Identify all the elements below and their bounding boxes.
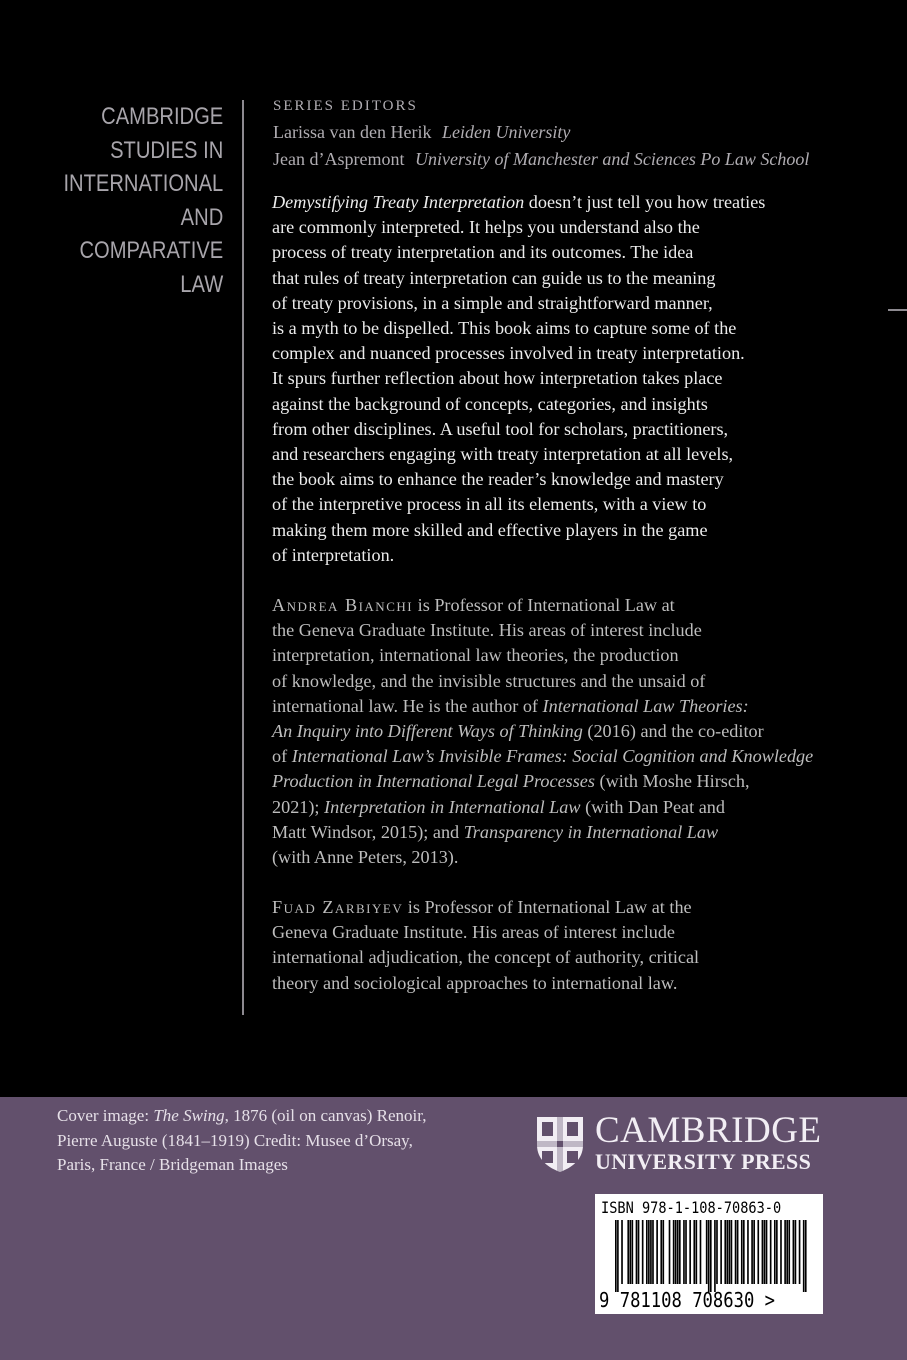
barcode-bar <box>737 1220 739 1284</box>
barcode-bar <box>788 1220 790 1284</box>
editor-affiliation: Leiden University <box>441 122 571 142</box>
barcode-bar <box>776 1220 778 1284</box>
barcode-bar <box>650 1220 652 1284</box>
barcode-bar <box>673 1220 675 1284</box>
text-line <box>272 945 699 970</box>
barcode-bar <box>632 1220 634 1284</box>
barcode-bar <box>689 1220 691 1284</box>
barcode-bar <box>642 1220 644 1284</box>
text-segment: are commonly interpreted. It helps you understand also the <box>272 217 700 238</box>
text-line <box>272 341 765 366</box>
barcode-bar <box>683 1220 685 1284</box>
text-line <box>272 769 813 794</box>
text-line <box>272 719 813 744</box>
text-line <box>272 366 765 391</box>
text-segment: the Geneva Graduate Institute. His areas of interest include <box>272 620 702 641</box>
barcode-bar <box>617 1220 619 1292</box>
barcode-bar <box>795 1220 797 1284</box>
barcode-bar <box>648 1220 650 1284</box>
text-segment: of <box>272 746 292 767</box>
text-line <box>272 392 765 417</box>
text-segment: (2016) and the co-editor <box>582 721 764 742</box>
vertical-divider <box>242 100 244 1015</box>
editor-name: Larissa van den Herik <box>273 122 432 142</box>
text-segment: from other disciplines. A useful tool for scholars, practitioners, <box>272 418 729 439</box>
text-line <box>272 820 813 845</box>
barcode-bar <box>762 1220 764 1284</box>
barcode-bar <box>710 1220 712 1292</box>
isbn-barcode <box>595 1194 823 1314</box>
barcode-bar <box>677 1220 679 1284</box>
barcode-bar <box>720 1220 722 1284</box>
text-segment: Interpretation in International Law <box>324 796 581 817</box>
barcode-bar <box>662 1220 664 1284</box>
series-title <box>63 100 223 301</box>
barcode-bar <box>724 1220 726 1284</box>
editor-row <box>273 119 809 146</box>
text-segment: process of treaty interpretation and its outcomes. The idea <box>272 242 694 263</box>
text-line <box>57 1104 426 1129</box>
text-segment: (with Moshe Hirsch, <box>594 771 750 792</box>
barcode-bar <box>799 1220 801 1284</box>
barcode-bar <box>784 1220 786 1284</box>
text-line <box>272 795 813 820</box>
text-segment: Transparency in International Law <box>463 821 719 842</box>
barcode-bar <box>741 1220 743 1284</box>
text-segment: against the background of concepts, categories, and insights <box>272 393 708 414</box>
text-line <box>57 1129 426 1154</box>
author-bio-bianchi <box>272 593 813 870</box>
text-segment: interpretation, international law theories, the production <box>272 645 679 666</box>
barcode-bar <box>764 1220 766 1284</box>
barcode-bar <box>675 1220 677 1284</box>
isbn-label: ISBN 978-1-108-70863-0 <box>601 1198 782 1217</box>
publisher-name: CAMBRIDGE <box>595 1110 822 1151</box>
text-segment: International Law Theories: <box>542 695 749 716</box>
text-segment: the book aims to enhance the reader’s knowledge and mastery <box>272 469 724 490</box>
barcode-bar <box>700 1220 702 1284</box>
barcode-bar <box>729 1220 731 1284</box>
text-segment: Matt Windsor, 2015); and <box>272 821 464 842</box>
barcode-bar <box>774 1220 776 1284</box>
publisher-subname: UNIVERSITY PRESS <box>595 1149 812 1174</box>
spine-tick-mark <box>888 309 907 311</box>
barcode-bars <box>615 1220 807 1292</box>
barcode-bar <box>646 1220 648 1284</box>
text-line <box>272 593 813 618</box>
barcode-bar <box>731 1220 733 1284</box>
editor-name: Jean d’Aspremont <box>273 149 405 169</box>
cambridge-shield-icon <box>535 1115 585 1173</box>
barcode-bar <box>786 1220 788 1284</box>
text-line <box>272 190 765 215</box>
barcode-bar <box>679 1220 681 1284</box>
text-line <box>272 442 765 467</box>
text-segment: is Professor of International Law at <box>413 595 675 615</box>
barcode-bar <box>621 1220 623 1284</box>
text-line <box>272 266 765 291</box>
text-segment: Demystifying Treaty Interpretation <box>272 192 525 212</box>
text-line <box>272 215 765 240</box>
text-line <box>272 316 765 341</box>
text-segment: Fuad Zarbiyev <box>272 897 404 917</box>
text-line <box>57 1153 426 1178</box>
text-line <box>272 744 813 769</box>
editor-row <box>273 146 809 173</box>
barcode-bar <box>753 1220 755 1284</box>
text-segment: is a myth to be dispelled. This book aims to capture some of the <box>272 318 737 339</box>
book-description <box>272 190 765 568</box>
text-segment: Production in International Legal Processes <box>272 771 595 792</box>
text-segment: of knowledge, and the invisible structures and the unsaid of <box>272 670 706 691</box>
text-segment: (with Anne Peters, 2013). <box>272 847 459 868</box>
text-segment: , 1876 (oil on canvas) Renoir, <box>224 1106 427 1125</box>
barcode-bar <box>636 1220 638 1284</box>
barcode-bar <box>714 1220 716 1292</box>
barcode-bar <box>696 1220 698 1284</box>
text-line <box>272 492 765 517</box>
barcode-bar <box>757 1220 759 1284</box>
barcode-bar <box>615 1220 617 1292</box>
text-segment: and researchers engaging with treaty interpretation at all levels, <box>272 444 734 465</box>
text-line <box>272 669 813 694</box>
barcode-bar <box>627 1220 629 1284</box>
barcode-bar <box>638 1220 640 1284</box>
text-line <box>272 618 813 643</box>
series-title-line: COMPARATIVE <box>79 237 223 264</box>
publisher-logo <box>535 1110 822 1175</box>
barcode-bar <box>669 1220 671 1284</box>
text-segment: International Law’s Invisible Frames: Social Cognition and Knowledge <box>291 746 814 767</box>
barcode-bar <box>726 1220 728 1284</box>
text-segment: making them more skilled and effective players in the game <box>272 519 708 540</box>
author-bio-zarbiyev <box>272 895 699 996</box>
barcode-bar <box>780 1220 782 1284</box>
barcode-bar <box>751 1220 753 1284</box>
text-segment: of interpretation. <box>272 544 395 565</box>
text-line <box>272 643 813 668</box>
text-segment: Geneva Graduate Institute. His areas of interest include <box>272 922 676 943</box>
text-segment: It spurs further reflection about how interpretation takes place <box>272 368 723 389</box>
text-line <box>272 895 699 920</box>
series-title-line: INTERNATIONAL <box>63 170 223 197</box>
text-line <box>272 518 765 543</box>
series-editors-label: SERIES EDITORS <box>273 98 418 114</box>
barcode-bar <box>629 1220 631 1284</box>
barcode-bar <box>793 1220 795 1284</box>
text-segment: of the interpretive process in all its elements, with a view to <box>272 494 707 515</box>
text-segment: international law. He is the author of <box>272 695 543 716</box>
series-title-line: LAW <box>180 270 223 298</box>
barcode-bar <box>706 1220 708 1284</box>
barcode-bar <box>656 1220 658 1284</box>
text-segment: (with Dan Peat and <box>580 796 725 817</box>
text-segment: is Professor of International Law at the <box>403 897 692 917</box>
barcode-bar <box>708 1220 710 1292</box>
text-segment: 2021); <box>272 796 325 817</box>
text-line <box>272 240 765 265</box>
text-line <box>272 291 765 316</box>
ean-digits: 9 781108 708630 > <box>599 1288 776 1312</box>
series-title-line: STUDIES IN <box>109 136 223 164</box>
barcode-bar <box>805 1220 807 1292</box>
text-segment: that rules of treaty interpretation can guide us to the meaning <box>272 267 716 288</box>
series-title-line: CAMBRIDGE <box>100 103 223 130</box>
text-segment: Cover image: <box>57 1106 154 1125</box>
text-line <box>272 694 813 719</box>
barcode-bar <box>693 1220 695 1284</box>
text-line <box>272 971 699 996</box>
text-segment: Andrea Bianchi <box>272 595 414 615</box>
barcode-bar <box>716 1220 718 1284</box>
text-segment: Pierre Auguste (1841–1919) Credit: Musee d’Orsay, <box>57 1130 413 1150</box>
barcode-bar <box>660 1220 662 1284</box>
text-segment: complex and nuanced processes involved in treaty interpretation. <box>272 343 745 364</box>
series-title-line: AND <box>180 203 223 231</box>
barcode-bar <box>803 1220 805 1292</box>
barcode-bar <box>743 1220 745 1284</box>
series-editors <box>273 98 809 173</box>
barcode-bar <box>685 1220 687 1284</box>
text-segment: An Inquiry into Different Ways of Thinking <box>272 721 583 742</box>
text-segment: theory and sociological approaches to international law. <box>272 972 678 993</box>
text-segment: doesn’t just tell you how treaties <box>524 192 766 212</box>
text-line <box>272 920 699 945</box>
text-line <box>272 845 813 870</box>
text-line <box>272 467 765 492</box>
text-segment: The Swing <box>153 1106 225 1125</box>
barcode-bar <box>735 1220 737 1284</box>
cover-image-credit <box>57 1104 426 1178</box>
text-line <box>272 543 765 568</box>
text-segment: Paris, France / Bridgeman Images <box>57 1155 288 1174</box>
barcode-bar <box>652 1220 654 1284</box>
barcode-bar <box>747 1220 749 1284</box>
text-segment: of treaty provisions, in a simple and straightforward manner, <box>272 292 713 313</box>
barcode-bar <box>766 1220 768 1284</box>
text-segment: international adjudication, the concept of authority, critical <box>272 947 700 968</box>
text-line <box>272 417 765 442</box>
editor-affiliation: University of Manchester and Sciences Po Law School <box>414 149 810 169</box>
barcode-bar <box>770 1220 772 1284</box>
